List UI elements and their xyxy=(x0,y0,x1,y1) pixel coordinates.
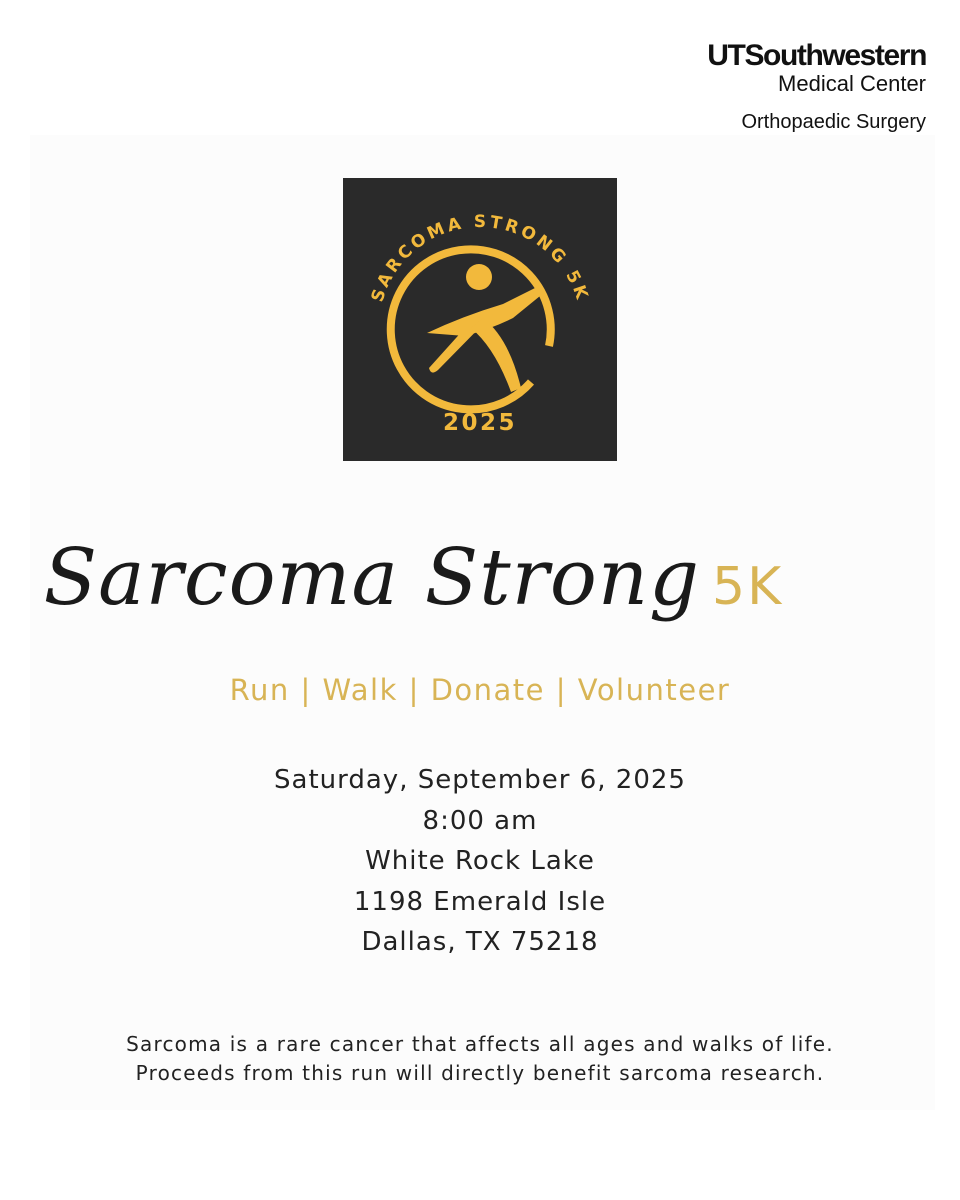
event-title-suffix: 5K xyxy=(712,557,784,617)
event-logo-graphic xyxy=(343,178,617,461)
event-title-script: Sarcoma Strong xyxy=(43,533,700,623)
description-line-2: Proceeds from this run will directly benefit sarcoma research. xyxy=(135,1061,825,1085)
logo-ring-text: SARCOMA STRONG 5K xyxy=(367,211,593,305)
institution-name: UTSouthwestern xyxy=(707,39,926,72)
event-logo xyxy=(343,178,617,461)
event-details xyxy=(0,760,960,963)
event-title xyxy=(0,522,960,672)
event-street: 1198 Emerald Isle xyxy=(353,886,607,917)
event-city: Dallas, TX 75218 xyxy=(361,927,599,957)
runner-icon xyxy=(427,264,541,392)
event-venue: White Rock Lake xyxy=(365,846,595,876)
description-line-1: Sarcoma is a rare cancer that affects all ages and walks of life. xyxy=(126,1032,834,1056)
event-description xyxy=(0,1030,960,1088)
institution-logo xyxy=(707,40,926,134)
department-name: Orthopaedic Surgery xyxy=(741,111,926,133)
event-tagline: Run | Walk | Donate | Volunteer xyxy=(229,673,731,707)
institution-subtitle: Medical Center xyxy=(778,71,926,96)
logo-year: 2025 xyxy=(442,410,518,436)
event-date: Saturday, September 6, 2025 xyxy=(274,765,686,795)
event-time: 8:00 am xyxy=(422,805,538,836)
